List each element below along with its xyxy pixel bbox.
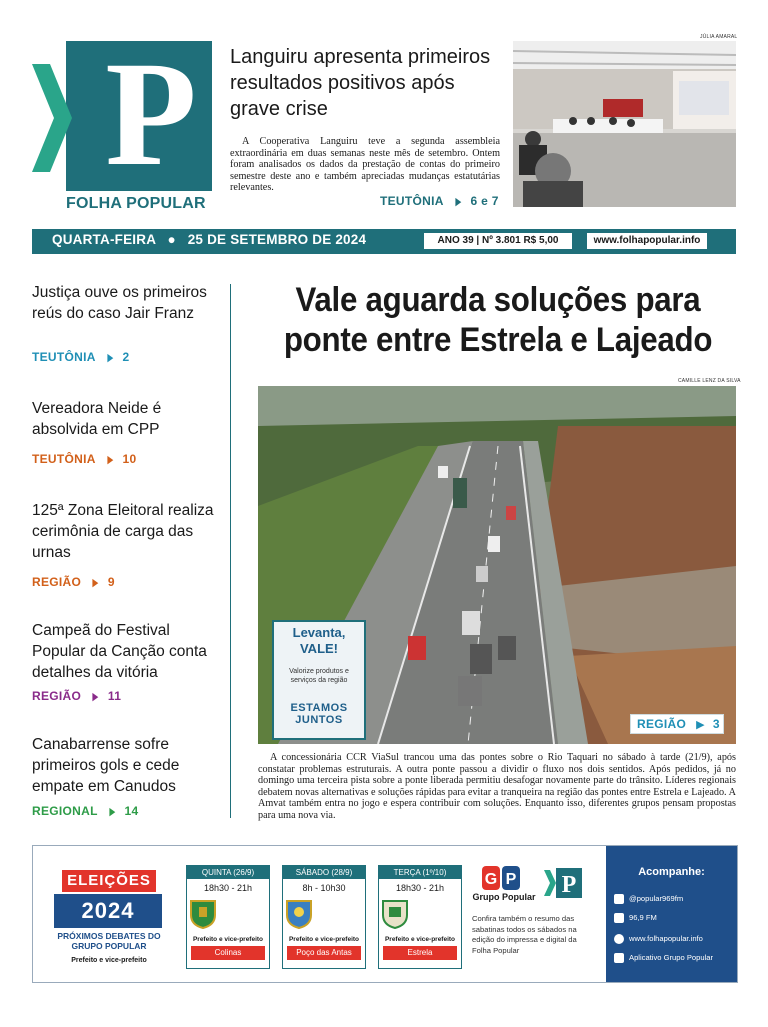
globe-icon <box>614 934 624 944</box>
debate-time: 8h - 10h30 <box>302 883 346 893</box>
city-crest-icon <box>187 897 219 929</box>
group-name: Grupo Popular <box>472 892 536 902</box>
follow-title: Acompanhe: <box>638 866 705 878</box>
elections-subtitle: PRÓXIMOS DEBATES DO GRUPO POPULAR <box>57 931 161 951</box>
side-story-reference[interactable] <box>32 689 121 703</box>
phone-icon <box>614 953 624 963</box>
ad-title: Levanta, VALE! <box>292 625 346 656</box>
svg-text:P: P <box>505 871 517 888</box>
arrow-icon: ▶ <box>107 454 114 466</box>
debate-card[interactable] <box>378 865 462 969</box>
photo-credit: CAMILLE LENZ DA SILVA <box>678 378 741 384</box>
side-story-reference[interactable] <box>32 575 115 589</box>
svg-text:P: P <box>561 872 577 898</box>
newspaper-name: FOLHA POPULAR <box>66 195 206 212</box>
website-link[interactable]: www.folhapopular.info <box>587 233 707 249</box>
page-number: 6 e 7 <box>470 194 499 208</box>
logo-letter: P <box>105 31 197 197</box>
column-divider <box>230 284 231 818</box>
debate-city: Colinas <box>191 946 265 960</box>
logo-chevron-icon <box>32 64 72 172</box>
top-story-photo[interactable] <box>513 41 736 207</box>
debate-day: QUINTA (26/9) <box>187 866 269 879</box>
section-label: TEUTÔNIA <box>32 452 96 466</box>
page-number: 2 <box>122 350 130 364</box>
follow-radio[interactable] <box>614 911 734 925</box>
page-number: 9 <box>107 575 115 589</box>
section-label: REGIÃO <box>637 717 687 731</box>
section-label: REGIONAL <box>32 804 98 818</box>
arrow-icon: ▶ <box>107 352 114 364</box>
arrow-icon: ▶ <box>455 196 462 208</box>
page-number: 10 <box>122 452 137 466</box>
side-story-reference[interactable] <box>32 452 136 466</box>
section-label: TEUTÔNIA <box>32 350 96 364</box>
date: 25 DE SETEMBRO DE 2024 <box>187 232 367 247</box>
follow-label: @popular969fm <box>629 894 684 903</box>
photo-credit: JÚLIA AMARAL <box>700 34 738 40</box>
top-story-headline[interactable]: Languiru apresenta primeiros resultados positivos após grave crise <box>230 46 491 120</box>
weekday: QUARTA-FEIRA <box>52 232 156 247</box>
youtube-icon <box>614 894 624 904</box>
grupo-popular-logo-icon <box>482 866 522 892</box>
follow-app[interactable] <box>614 951 734 965</box>
debate-time: 18h30 - 21h <box>395 883 445 893</box>
debate-city: Poço das Antas <box>287 946 361 960</box>
follow-website[interactable] <box>614 932 734 946</box>
arrow-icon: ▶ <box>109 806 116 818</box>
side-story-reference[interactable] <box>32 804 138 818</box>
radio-icon <box>614 913 624 923</box>
section-label: REGIÃO <box>32 689 82 703</box>
main-headline[interactable]: Vale aguarda soluções para ponte entre Estrela e Lajeado <box>283 281 713 359</box>
page-number: 3 <box>712 717 720 731</box>
elections-year: 2024 <box>54 894 162 928</box>
follow-label: Aplicativo Grupo Popular <box>629 953 713 962</box>
city-crest-icon <box>379 897 411 929</box>
arrow-icon: ▶ <box>92 691 99 703</box>
debate-role: Prefeito e vice-prefeito <box>288 936 360 943</box>
debate-card[interactable] <box>282 865 366 969</box>
ad-footer: ESTAMOS JUNTOS <box>290 702 348 726</box>
main-story-reference[interactable] <box>630 714 724 734</box>
debate-card[interactable] <box>186 865 270 969</box>
folha-popular-mini-logo-icon <box>544 866 584 900</box>
side-story-title[interactable]: 125ª Zona Eleitoral realiza cerimônia de carga das urnas <box>32 502 214 561</box>
debate-city: Estrela <box>383 946 457 960</box>
bullet-separator: ● <box>159 232 184 247</box>
follow-label: 96,9 FM <box>629 913 657 922</box>
side-story-title[interactable]: Canabarrense sofre primeiros gols e cede empate em Canudos <box>32 736 180 795</box>
follow-youtube[interactable] <box>614 892 734 906</box>
side-story-title[interactable]: Vereadora Neide é absolvida em CPP <box>32 400 162 438</box>
side-story-title[interactable]: Justiça ouve os primeiros reús do caso Jair Franz <box>32 284 207 322</box>
debate-role: Prefeito e vice-prefeito <box>384 936 456 943</box>
section-label: REGIÃO <box>32 575 82 589</box>
debate-day: SÁBADO (28/9) <box>283 866 365 879</box>
page-number: 14 <box>124 804 139 818</box>
follow-label: www.folhapopular.info <box>629 934 703 943</box>
side-story-reference[interactable] <box>32 350 129 364</box>
debate-time: 18h30 - 21h <box>203 883 253 893</box>
edition-info: ANO 39 | Nº 3.801 R$ 5,00 <box>424 233 572 249</box>
arrow-icon: ▶ <box>696 719 705 731</box>
svg-text:G: G <box>484 871 498 888</box>
group-text: Confira também o resumo das sabatinas todos os sábados na edição do impressa e digital da Folha Popular <box>472 914 577 955</box>
debate-day: TERÇA (1º/10) <box>379 866 461 879</box>
city-crest-icon <box>283 897 315 929</box>
ad-subtitle: Valorize produtos e serviços da região <box>289 668 349 684</box>
elections-title: ELEIÇÕES <box>62 870 156 892</box>
section-label: TEUTÔNIA <box>380 194 444 208</box>
edition-date <box>52 232 366 247</box>
top-story-text: A Cooperativa Languiru teve a segunda assembleia extraordinária em duas semanas neste mês de setembro. Ontem foram analisados os dados da prestação de contas do primeiro semestre deste ano e também apreciadas mudanças estatutárias relevantes. <box>230 136 500 194</box>
debate-role: Prefeito e vice-prefeito <box>192 936 264 943</box>
elections-role: Prefeito e vice-prefeito <box>71 957 147 964</box>
arrow-icon: ▶ <box>92 577 99 589</box>
page-number: 11 <box>107 689 122 703</box>
top-story-reference[interactable] <box>380 194 499 208</box>
main-story-text: A concessionária CCR ViaSul trancou uma das pontes sobre o Rio Taquari no sábado à tarde (21/9), após constatar problemas estruturais. A outra ponte passou a dividir o fluxo nos dois sentidos. Após pedidos, já no domingo uma terceira pista sobre a ponte liberada permitiu desafogar novamente parte do trânsito. Líderes regionais debatem novas alternativas e soluções rápidas para evitar a tranqueira na região das pontes entre Estrela e Lajeado. A Amvat também entra no jogo e espera contribuir com soluções. Enquanto isso, diferentes grupos pensam propostas para uma nova via. <box>258 752 736 821</box>
side-story-title[interactable]: Campeã do Festival Popular da Canção conta detalhes da vitória <box>32 622 207 681</box>
